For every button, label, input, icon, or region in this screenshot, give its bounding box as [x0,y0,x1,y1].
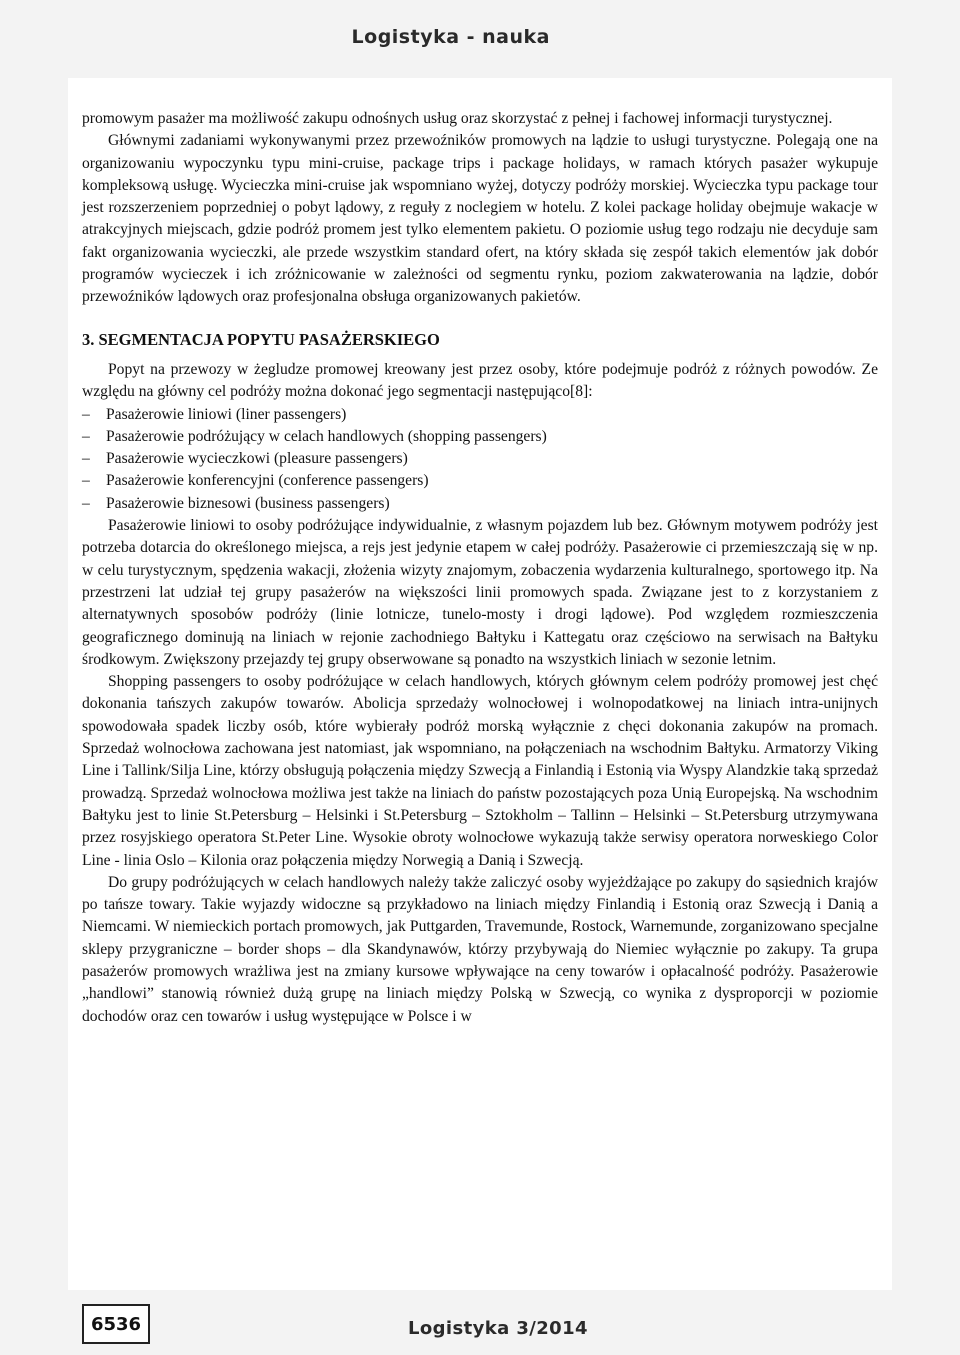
dash-bullet: – [82,494,90,512]
list-item-text: Pasażerowie biznesowi (business passengers) [106,494,390,512]
segment-list [82,404,878,515]
dash-bullet: – [82,427,90,445]
paragraph: Pasażerowie liniowi to osoby podróżujące indywidualnie, z własnym pojazdem lub bez. Głównym motywem podróży jest potrzeba dotarcia do określonego miejsca, a rejs jest jedynie etapem w całej podróży. Pasażerowie ci przemieszczają się w np. w celu turystycznym, spędzenia wakacji, złożenia wizyty znajomym, zobaczenia wydarzenia kulturalnego, sportowego itp. Na przestrzeni lat udział tej grupy pasażerów na większości linii promowych spada. Związane jest to z korzystaniem z alternatywnych sposobów podróży (linie lotnicze, tunelo-mosty i drogi lądowe). Pod względem rozmieszczenia geograficznego dominują na liniach w rejonie zachodniego Bałtyku i Kattegatu oraz częściowo na serwisach na Bałtyku środkowym. Zwiększony przejazdy tej grupy obserwowane są ponadto na wszystkich liniach w sezonie letnim. [82,517,878,668]
list-item-text: Pasażerowie podróżujący w celach handlowych (shopping passengers) [106,427,547,445]
dash-bullet: – [82,450,90,468]
page-header [0,0,960,78]
list-item [82,470,878,492]
list-item [82,448,878,470]
list-item-text: Pasażerowie liniowi (liner passengers) [106,405,347,423]
issue-label: Logistyka 3/2014 [408,1318,588,1339]
paragraph: Shopping passengers to osoby podróżujące w celach handlowych, których głównym celem podróży promowej jest chęć dokonania tańszych zakupów towarów. Abolicja sprzedaży wolnocłowej i wolnopodatkowej na liniach intra-unijnych spowodowała spadek liczby osób, które wybierały podróż morską wyłącznie z chęci dokonania zakupów na promach. Sprzedaż wolnocłowa zachowana jest natomiast, jak wspomniano, na połączeniach na wschodnim Bałtyku. Armatorzy Viking Line i Tallink/Silja Line, którzy obsługują połączenia między Szwecją a Finlandią i Estonią via Wyspy Alandzkie taką sprzedaż prowadzą. Sprzedaż wolnocłowa możliwa jest także na liniach do państw pozostających poza Unią Europejską. Na wschodnim Bałtyku jest to linie St.Petersburg – Helsinki i St.Petersburg – Sztokholm – Tallinn – Helsinki – St.Petersburg utrzymywana przez rosyjskiego operatora St.Peter Line. Wysokie obroty wolnocłowe wykazują także serwisy operatora norweskiego Color Line - linia Oslo – Kilonia oraz połączenia między Norwegią a Danią i Szwecją. [82,673,878,869]
section-heading: 3. SEGMENTACJA POPYTU PASAŻERSKIEGO [82,329,440,349]
dash-bullet: – [82,405,90,423]
list-item [82,426,878,448]
dash-bullet: – [82,472,90,490]
paragraph: Popyt na przewozy w żegludze promowej kreowany jest przez osoby, które podejmuje podróż z różnych powodów. Ze względu na główny cel podróży można dokonać jego segmentacji następująco[8]: [82,360,878,401]
paragraph: promowym pasażer ma możliwość zakupu odnośnych usług oraz skorzystać z pełnej i fachowej informacji turystycznej. [82,110,833,127]
list-item-text: Pasażerowie konferencyjni (conference passengers) [106,472,429,490]
journal-title: Logistyka - nauka [351,26,550,48]
page-body [68,78,892,1290]
paragraph: Do grupy podróżujących w celach handlowych należy także zaliczyć osoby wyjeżdżające po zakupy do sąsiednich krajów po tańsze towary. Takie wyjazdy widoczne są przykładowo na liniach między Finlandią i Estonią oraz Szwecją i Danią a Niemcami. W niemieckich portach promowych, jak Puttgarden, Travemunde, Rostock, Warnemunde, zorganizowano specjalne sklepy przygraniczne – border shops – dla Skandynawów, którzy przybywają do Niemiec wyłącznie po zakupy. Ta grupa pasażerów promowych wrażliwa jest na zmiany kursowe wpływające na ceny towarów i opłacalność podróży. Pasażerowie „handlowi” stanowią również dużą grupę na liniach między Polską w Szwecją, co wynika z dysproporcji w poziomie dochodów oraz cen towarów i usług występujące w Polsce i w [82,873,878,1025]
page-number: 6536 [82,1304,150,1344]
article-content [82,108,878,1028]
list-item-text: Pasażerowie wycieczkowi (pleasure passengers) [106,450,408,468]
list-item [82,493,878,515]
list-item [82,404,878,426]
paragraph: Głównymi zadaniami wykonywanymi przez przewoźników promowych na lądzie to usługi turystyczne. Polegają one na organizowaniu wypoczynku typu mini-cruise, package trips i package holidays, w ramach których pasażer wykupuje kompleksową usługę. Wycieczka mini-cruise jak wspomniano wyżej, dotyczy podróży morskiej. Wycieczka typu package tour jest rozszerzeniem poprzedniej o pobyt lądowy, z reguły z noclegiem w hotelu. Z kolei package holiday obejmuje wakacje w atrakcyjnych miejscach, gdzie podróż promem jest tylko elementem pakietu. O poziomie usług tego rodzaju nie decyduje sam fakt organizowania wycieczki, ale przede wszystkim standard ofert, na który składa się zespół takich elementów jak dobór programów wycieczek i ich zróżnicowanie w zależności od segmentu rynku, poziom zakwaterowania na lądzie, dobór przewoźników lądowych oraz profesjonalna obsługa organizowanych pakietów. [82,132,878,306]
